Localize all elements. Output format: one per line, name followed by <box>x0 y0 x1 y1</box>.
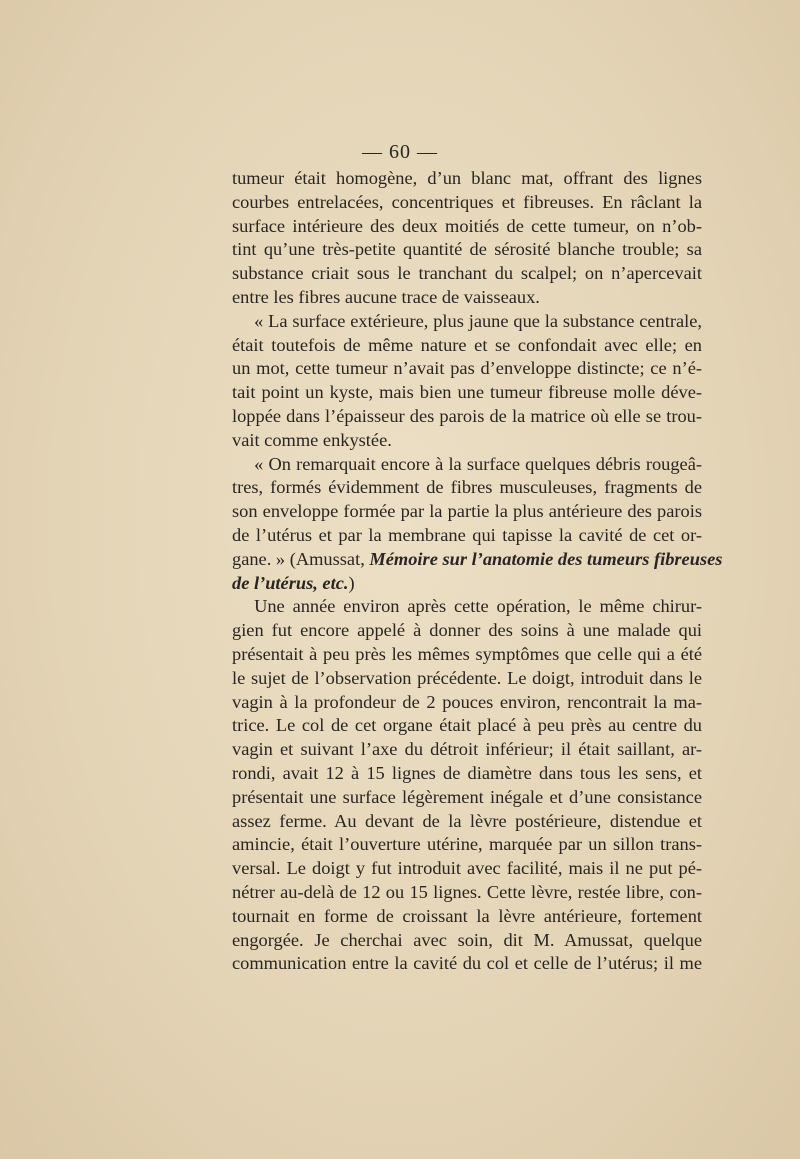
text-line: assez ferme. Au devant de la lèvre postérieure, distendue et <box>232 810 702 831</box>
text-line: surface intérieure des deux moitiés de cette tumeur, on n’ob- <box>232 215 702 236</box>
text-line: versal. Le doigt y fut introduit avec facilité, mais il ne put pé- <box>232 858 702 879</box>
text-line: tint qu’une très-petite quantité de sérosité blanche trouble; sa <box>232 239 702 260</box>
citation-lead: gane. » (Amussat, <box>232 548 370 569</box>
text-line: amincie, était l’ouverture utérine, marquée par un sillon trans- <box>232 834 702 855</box>
body-text <box>232 167 723 976</box>
text-line: vagin et suivant l’axe du détroit inférieur; il était saillant, ar- <box>232 739 702 760</box>
text-line: un mot, cette tumeur n’avait pas d’enveloppe distincte; ce n’é- <box>232 358 702 379</box>
text-line: son enveloppe formée par la partie la plus antérieure des parois <box>232 501 702 522</box>
text-line: loppée dans l’épaisseur des parois de la matrice où elle se trou- <box>232 405 702 426</box>
page-number: — 60 — <box>362 141 438 163</box>
citation-title-cont: de l’utérus, etc. <box>232 572 349 593</box>
text-line: tait point un kyste, mais bien une tumeur fibreuse molle déve- <box>232 382 702 403</box>
text-line: engorgée. Je cherchai avec soin, dit M. Amussat, quelque <box>232 929 702 950</box>
text-line: tres, formés évidemment de fibres musculeuses, fragments de <box>232 477 702 498</box>
text-line: tumeur était homogène, d’un blanc mat, offrant des lignes <box>232 168 702 188</box>
text-line: le sujet de l’observation précédente. Le doigt, introduit dans le <box>232 667 702 688</box>
citation-close: ) <box>348 572 355 593</box>
text-line: Une année environ après cette opération, le même chirur- <box>254 596 702 617</box>
text-line: présentait à peu près les mêmes symptômes que celle qui a été <box>232 643 702 664</box>
text-line: présentait une surface légèrement inégale et d’une consistance <box>232 786 702 807</box>
text-line: tournait en forme de croissant la lèvre antérieure, fortement <box>232 905 702 926</box>
text-line: « La surface extérieure, plus jaune que la substance centrale, <box>254 310 702 331</box>
citation-title: Mémoire sur l’anatomie des tumeurs fibreuses <box>369 548 723 569</box>
text-line: communication entre la cavité du col et celle de l’utérus; il me <box>232 953 702 974</box>
citation-line <box>232 548 723 572</box>
text-line: entre les fibres aucune trace de vaisseaux. <box>232 286 540 307</box>
text-line: gien fut encore appelé à donner des soins à une malade qui <box>232 620 702 641</box>
citation-line <box>232 572 702 596</box>
text-line: rondi, avait 12 à 15 lignes de diamètre dans tous les sens, et <box>232 762 702 783</box>
text-line: nétrer au-delà de 12 ou 15 lignes. Cette lèvre, restée libre, con- <box>232 881 702 902</box>
text-line: substance criait sous le tranchant du scalpel; on n’apercevait <box>232 263 702 284</box>
text-line: trice. Le col de cet organe était placé à peu près au centre du <box>232 715 702 736</box>
text-line: vagin à la profondeur de 2 pouces environ, rencontrait la ma- <box>232 691 702 712</box>
text-line: était toutefois de même nature et se confondait avec elle; en <box>232 334 702 355</box>
text-line: de l’utérus et par la membrane qui tapisse la cavité de cet or- <box>232 524 702 545</box>
text-line: « On remarquait encore à la surface quelques débris rougeâ- <box>254 453 702 474</box>
text-line: vait comme enkystée. <box>232 429 392 450</box>
text-line: courbes entrelacées, concentriques et fibreuses. En râclant la <box>232 191 702 212</box>
